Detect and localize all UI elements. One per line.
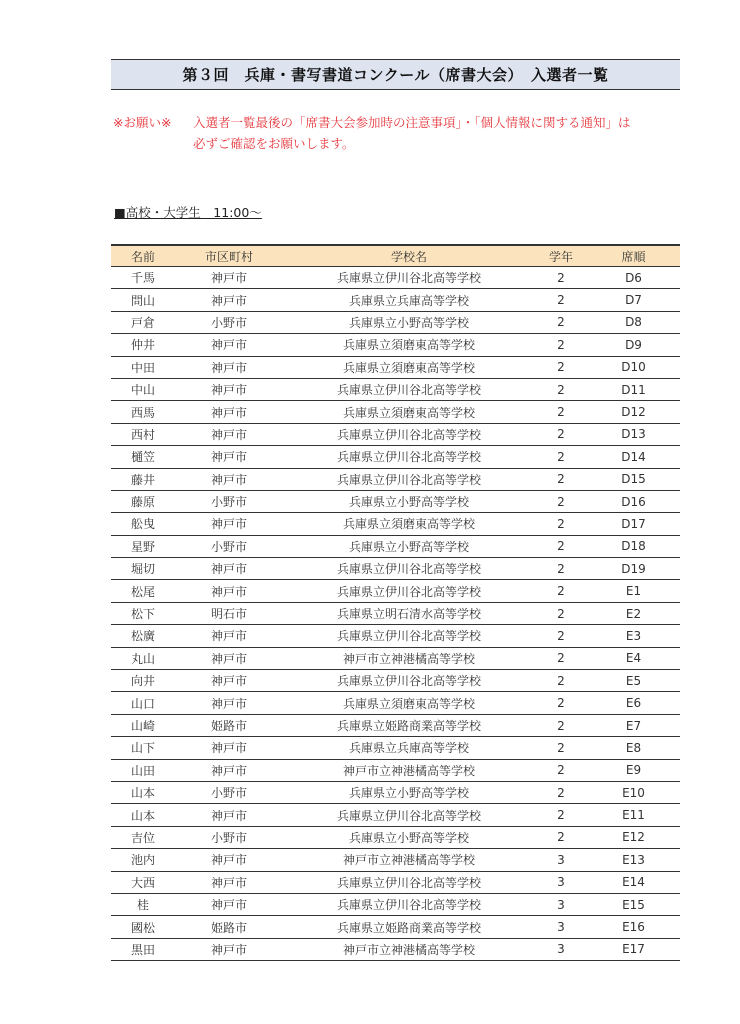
cell-city: 小野市 xyxy=(175,311,283,333)
cell-grade: 2 xyxy=(535,737,587,759)
cell-name: 丸山 xyxy=(111,647,175,669)
cell-seat: E12 xyxy=(587,826,680,848)
table-row xyxy=(111,625,680,647)
section-heading: ■高校・大学生 11:00〜 xyxy=(114,205,262,220)
cell-seat: D19 xyxy=(587,558,680,580)
cell-grade: 2 xyxy=(535,267,587,289)
cell-seat: E10 xyxy=(587,781,680,803)
table-row xyxy=(111,916,680,938)
cell-name: 松下 xyxy=(111,602,175,624)
cell-school: 兵庫県立須磨東高等学校 xyxy=(283,356,535,378)
cell-seat: E4 xyxy=(587,647,680,669)
cell-seat: E6 xyxy=(587,692,680,714)
cell-seat: E14 xyxy=(587,871,680,893)
cell-city: 姫路市 xyxy=(175,714,283,736)
cell-school: 兵庫県立兵庫高等学校 xyxy=(283,289,535,311)
cell-seat: E3 xyxy=(587,625,680,647)
cell-city: 神戸市 xyxy=(175,647,283,669)
cell-city: 神戸市 xyxy=(175,423,283,445)
table-row xyxy=(111,378,680,400)
cell-seat: D9 xyxy=(587,334,680,356)
cell-seat: D16 xyxy=(587,490,680,512)
notice-line-1: 入選者一覧最後の「席書大会参加時の注意事項」・「個人情報に関する通知」は xyxy=(193,115,631,130)
table-row xyxy=(111,737,680,759)
cell-grade: 2 xyxy=(535,647,587,669)
table-row xyxy=(111,311,680,333)
cell-school: 兵庫県立小野高等学校 xyxy=(283,535,535,557)
cell-grade: 3 xyxy=(535,893,587,915)
table-row xyxy=(111,692,680,714)
table-row xyxy=(111,401,680,423)
cell-school: 神戸市立神港橘高等学校 xyxy=(283,647,535,669)
cell-grade: 2 xyxy=(535,625,587,647)
cell-name: 西村 xyxy=(111,423,175,445)
cell-city: 神戸市 xyxy=(175,356,283,378)
table-row xyxy=(111,938,680,960)
table-row xyxy=(111,714,680,736)
cell-seat: D7 xyxy=(587,289,680,311)
page-title: 第３回 兵庫・書写書道コンクール（席書大会） 入選者一覧 xyxy=(111,59,680,90)
cell-name: 藤井 xyxy=(111,468,175,490)
cell-city: 神戸市 xyxy=(175,893,283,915)
cell-grade: 2 xyxy=(535,423,587,445)
cell-name: 山本 xyxy=(111,804,175,826)
cell-city: 神戸市 xyxy=(175,267,283,289)
cell-city: 明石市 xyxy=(175,602,283,624)
cell-name: 吉位 xyxy=(111,826,175,848)
notice-lead: ※お願い※ xyxy=(113,115,172,130)
cell-grade: 3 xyxy=(535,916,587,938)
header-grade: 学年 xyxy=(535,245,587,267)
cell-name: 山本 xyxy=(111,781,175,803)
cell-name: 星野 xyxy=(111,535,175,557)
cell-name: 黒田 xyxy=(111,938,175,960)
cell-name: 向井 xyxy=(111,670,175,692)
cell-city: 神戸市 xyxy=(175,378,283,400)
table-row xyxy=(111,893,680,915)
cell-grade: 2 xyxy=(535,490,587,512)
cell-grade: 2 xyxy=(535,670,587,692)
cell-grade: 2 xyxy=(535,759,587,781)
table-body xyxy=(111,267,680,961)
cell-seat: D8 xyxy=(587,311,680,333)
cell-grade: 2 xyxy=(535,334,587,356)
table-row xyxy=(111,535,680,557)
cell-seat: D10 xyxy=(587,356,680,378)
cell-grade: 2 xyxy=(535,311,587,333)
cell-grade: 3 xyxy=(535,871,587,893)
cell-name: 藤原 xyxy=(111,490,175,512)
table-row xyxy=(111,670,680,692)
cell-school: 兵庫県立須磨東高等学校 xyxy=(283,334,535,356)
cell-seat: D14 xyxy=(587,446,680,468)
cell-school: 兵庫県立伊川谷北高等学校 xyxy=(283,625,535,647)
cell-name: 山下 xyxy=(111,737,175,759)
header-name: 名前 xyxy=(111,245,175,267)
cell-seat: E2 xyxy=(587,602,680,624)
cell-school: 兵庫県立姫路商業高等学校 xyxy=(283,916,535,938)
cell-city: 小野市 xyxy=(175,826,283,848)
cell-school: 兵庫県立伊川谷北高等学校 xyxy=(283,267,535,289)
cell-grade: 3 xyxy=(535,938,587,960)
cell-school: 兵庫県立伊川谷北高等学校 xyxy=(283,871,535,893)
cell-school: 神戸市立神港橘高等学校 xyxy=(283,938,535,960)
cell-school: 兵庫県立小野高等学校 xyxy=(283,781,535,803)
cell-seat: D11 xyxy=(587,378,680,400)
cell-name: 樋笠 xyxy=(111,446,175,468)
table-row xyxy=(111,826,680,848)
table-row xyxy=(111,289,680,311)
cell-name: 中山 xyxy=(111,378,175,400)
cell-city: 神戸市 xyxy=(175,580,283,602)
cell-school: 兵庫県立伊川谷北高等学校 xyxy=(283,804,535,826)
cell-school: 兵庫県立須磨東高等学校 xyxy=(283,692,535,714)
cell-name: 舩曳 xyxy=(111,513,175,535)
cell-seat: E1 xyxy=(587,580,680,602)
cell-school: 兵庫県立小野高等学校 xyxy=(283,311,535,333)
cell-seat: E17 xyxy=(587,938,680,960)
cell-city: 神戸市 xyxy=(175,737,283,759)
cell-seat: E11 xyxy=(587,804,680,826)
notice-block xyxy=(113,112,693,154)
cell-city: 神戸市 xyxy=(175,804,283,826)
cell-school: 兵庫県立伊川谷北高等学校 xyxy=(283,446,535,468)
cell-grade: 2 xyxy=(535,714,587,736)
cell-school: 兵庫県立明石清水高等学校 xyxy=(283,602,535,624)
cell-school: 兵庫県立須磨東高等学校 xyxy=(283,401,535,423)
table-row xyxy=(111,356,680,378)
cell-school: 神戸市立神港橘高等学校 xyxy=(283,759,535,781)
cell-name: 問山 xyxy=(111,289,175,311)
table-header-row xyxy=(111,245,680,267)
cell-school: 兵庫県立伊川谷北高等学校 xyxy=(283,670,535,692)
cell-city: 神戸市 xyxy=(175,334,283,356)
cell-city: 神戸市 xyxy=(175,289,283,311)
cell-grade: 2 xyxy=(535,513,587,535)
cell-school: 兵庫県立伊川谷北高等学校 xyxy=(283,378,535,400)
cell-city: 神戸市 xyxy=(175,558,283,580)
cell-city: 小野市 xyxy=(175,535,283,557)
cell-seat: D17 xyxy=(587,513,680,535)
cell-city: 神戸市 xyxy=(175,625,283,647)
cell-city: 神戸市 xyxy=(175,446,283,468)
cell-school: 兵庫県立伊川谷北高等学校 xyxy=(283,893,535,915)
cell-grade: 2 xyxy=(535,401,587,423)
cell-seat: D6 xyxy=(587,267,680,289)
table-row xyxy=(111,849,680,871)
winners-table xyxy=(111,244,680,961)
table-row xyxy=(111,446,680,468)
cell-seat: D18 xyxy=(587,535,680,557)
cell-city: 神戸市 xyxy=(175,849,283,871)
cell-name: 西馬 xyxy=(111,401,175,423)
cell-grade: 2 xyxy=(535,356,587,378)
cell-school: 兵庫県立姫路商業高等学校 xyxy=(283,714,535,736)
cell-name: 中田 xyxy=(111,356,175,378)
cell-name: 戸倉 xyxy=(111,311,175,333)
cell-seat: E13 xyxy=(587,849,680,871)
cell-school: 兵庫県立須磨東高等学校 xyxy=(283,513,535,535)
table-row xyxy=(111,759,680,781)
cell-city: 神戸市 xyxy=(175,692,283,714)
cell-grade: 2 xyxy=(535,289,587,311)
cell-city: 神戸市 xyxy=(175,670,283,692)
cell-seat: E9 xyxy=(587,759,680,781)
cell-seat: D13 xyxy=(587,423,680,445)
cell-city: 神戸市 xyxy=(175,513,283,535)
cell-school: 兵庫県立伊川谷北高等学校 xyxy=(283,468,535,490)
cell-school: 兵庫県立小野高等学校 xyxy=(283,490,535,512)
cell-school: 神戸市立神港橘高等学校 xyxy=(283,849,535,871)
table-row xyxy=(111,490,680,512)
cell-name: 山口 xyxy=(111,692,175,714)
table-row xyxy=(111,580,680,602)
cell-seat: E7 xyxy=(587,714,680,736)
notice-line-2: 必ずご確認をお願いします。 xyxy=(193,136,355,151)
cell-school: 兵庫県立小野高等学校 xyxy=(283,826,535,848)
table-row xyxy=(111,513,680,535)
cell-name: 松尾 xyxy=(111,580,175,602)
cell-school: 兵庫県立兵庫高等学校 xyxy=(283,737,535,759)
table-row xyxy=(111,267,680,289)
cell-grade: 2 xyxy=(535,781,587,803)
cell-seat: D15 xyxy=(587,468,680,490)
cell-grade: 2 xyxy=(535,535,587,557)
cell-grade: 3 xyxy=(535,849,587,871)
cell-grade: 2 xyxy=(535,378,587,400)
cell-seat: E8 xyxy=(587,737,680,759)
cell-name: 松廣 xyxy=(111,625,175,647)
table-row xyxy=(111,602,680,624)
cell-grade: 2 xyxy=(535,580,587,602)
cell-city: 小野市 xyxy=(175,490,283,512)
cell-city: 神戸市 xyxy=(175,871,283,893)
cell-grade: 2 xyxy=(535,446,587,468)
cell-seat: E16 xyxy=(587,916,680,938)
cell-name: 大西 xyxy=(111,871,175,893)
cell-school: 兵庫県立伊川谷北高等学校 xyxy=(283,558,535,580)
cell-grade: 2 xyxy=(535,602,587,624)
table-row xyxy=(111,804,680,826)
header-seat: 席順 xyxy=(587,245,680,267)
cell-seat: E15 xyxy=(587,893,680,915)
header-school: 学校名 xyxy=(283,245,535,267)
cell-grade: 2 xyxy=(535,826,587,848)
cell-grade: 2 xyxy=(535,468,587,490)
cell-name: 池内 xyxy=(111,849,175,871)
cell-name: 仲井 xyxy=(111,334,175,356)
cell-school: 兵庫県立伊川谷北高等学校 xyxy=(283,580,535,602)
cell-grade: 2 xyxy=(535,692,587,714)
cell-city: 神戸市 xyxy=(175,938,283,960)
cell-city: 姫路市 xyxy=(175,916,283,938)
cell-name: 千馬 xyxy=(111,267,175,289)
table-row xyxy=(111,558,680,580)
cell-name: 山崎 xyxy=(111,714,175,736)
table-row xyxy=(111,871,680,893)
cell-name: 山田 xyxy=(111,759,175,781)
cell-city: 神戸市 xyxy=(175,468,283,490)
table-row xyxy=(111,423,680,445)
table-row xyxy=(111,647,680,669)
cell-name: 桂 xyxy=(111,893,175,915)
cell-seat: D12 xyxy=(587,401,680,423)
cell-grade: 2 xyxy=(535,558,587,580)
cell-grade: 2 xyxy=(535,804,587,826)
cell-city: 小野市 xyxy=(175,781,283,803)
cell-city: 神戸市 xyxy=(175,401,283,423)
header-city: 市区町村 xyxy=(175,245,283,267)
cell-seat: E5 xyxy=(587,670,680,692)
cell-city: 神戸市 xyxy=(175,759,283,781)
table-row xyxy=(111,781,680,803)
table-row xyxy=(111,468,680,490)
table-row xyxy=(111,334,680,356)
cell-name: 堀切 xyxy=(111,558,175,580)
cell-school: 兵庫県立伊川谷北高等学校 xyxy=(283,423,535,445)
cell-name: 國松 xyxy=(111,916,175,938)
